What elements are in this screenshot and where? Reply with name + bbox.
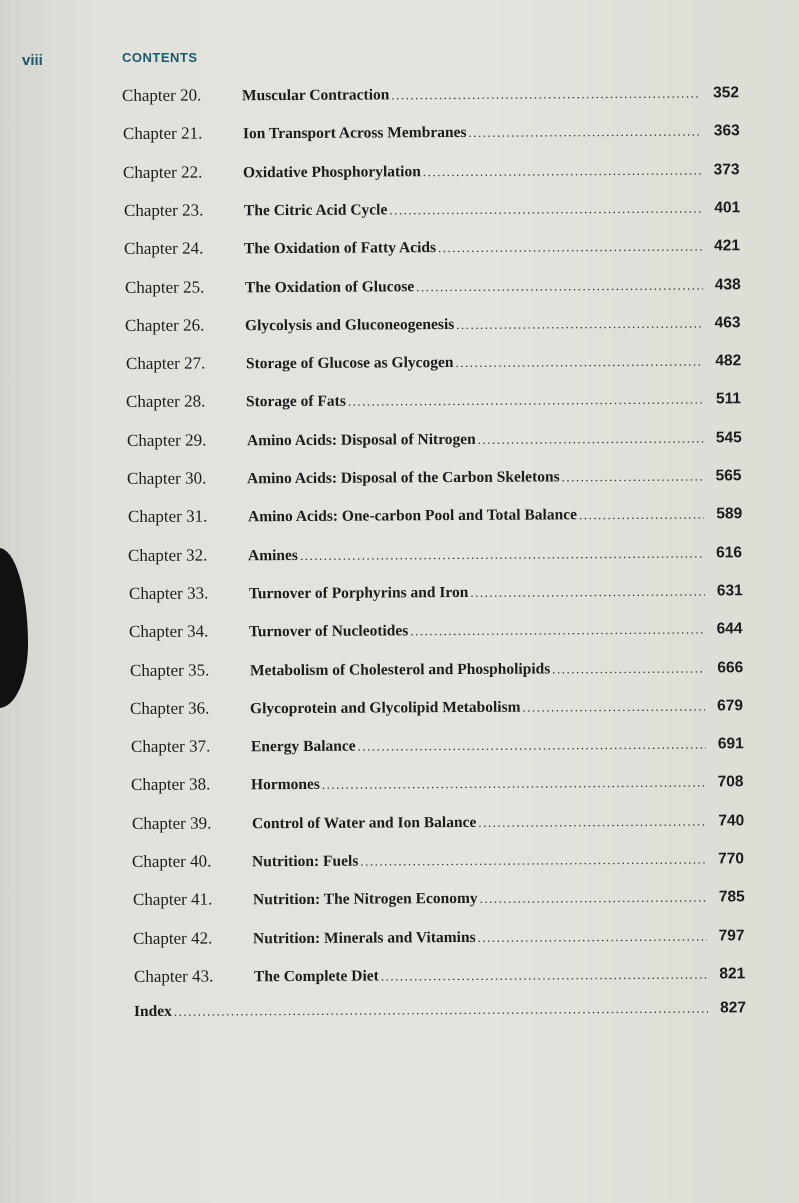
toc-entry [128,580,742,608]
chapter-number: Chapter 26. [124,315,205,335]
chapter-title-line [248,582,704,603]
leader-dots [410,622,704,640]
page-number: 352 [713,84,740,102]
toc-entry [129,657,742,685]
chapter-number: Chapter 32. [127,545,208,565]
toc-entry-index [134,999,746,1027]
leader-dots [578,507,703,524]
page-number: 785 [718,888,745,906]
toc-entry [124,274,740,302]
leader-dots [470,583,704,600]
toc-entry [122,82,739,110]
leader-dots [174,1001,708,1020]
toc-entry [133,925,745,953]
leader-dots [456,315,702,333]
chapter-number: Chapter 20. [121,85,202,105]
leader-dots [391,85,701,103]
toc-entry [123,159,740,187]
chapter-title-line [248,544,704,565]
chapter-title-line [242,123,701,144]
chapter-number: Chapter 23. [123,200,203,220]
leader-dots [423,162,702,180]
chapter-title-line [250,736,705,757]
chapter-title: Ion Transport Across Membranes [242,124,467,143]
leader-dots [522,698,705,715]
chapter-number: Chapter 24. [123,238,204,259]
chapter-title: Nutrition: The Nitrogen Economy [252,890,478,909]
chapter-title: Amino Acids: One-carbon Pool and Total Balance [247,506,577,526]
chapter-title-line [251,774,706,795]
section-heading: CONTENTS [122,50,198,65]
leader-dots [562,468,704,485]
chapter-number: Chapter 25. [124,277,204,297]
leader-dots [438,239,702,257]
toc-entry [125,350,740,378]
chapter-title: Hormones [250,776,320,794]
toc-entry [126,427,741,455]
chapter-title-line [247,467,704,488]
page-number: 827 [720,999,747,1017]
chapter-number: Chapter 38. [130,774,211,795]
chapter-number: Chapter 42. [132,928,213,948]
leader-dots [552,660,705,677]
page-number: 679 [717,697,744,715]
toc-entry [127,504,741,532]
toc-entry [131,772,744,800]
leader-dots [389,200,702,218]
chapter-title: Turnover of Porphyrins and Iron [248,583,468,603]
chapter-number: Chapter 31. [127,506,207,527]
page-number: 438 [714,275,741,293]
page-number: 401 [713,199,740,217]
leader-dots [468,124,701,141]
chapter-title: Control of Water and Ion Balance [251,813,476,832]
chapter-title: Oxidative Phosphorylation [242,162,421,181]
chapter-number: Chapter 37. [130,736,210,757]
chapter-title: The Oxidation of Fatty Acids [243,239,437,258]
chapter-title: Amines [247,546,298,564]
page-number: 797 [718,926,745,945]
index-label: Index [133,1002,172,1021]
chapter-title: Glycoprotein and Glycolipid Metabolism [249,698,521,718]
chapter-title: The Oxidation of Glucose [244,277,414,296]
chapter-title-line [243,199,701,220]
chapter-number: Chapter 33. [128,583,208,603]
index-title-line [134,1000,708,1022]
chapter-title-line [247,506,703,527]
chapter-title: Glycolysis and Gluconeogenesis [244,315,455,335]
chapter-number: Chapter 21. [122,123,202,144]
page-number: 363 [713,122,740,140]
page-number: 708 [717,773,744,791]
leader-dots [360,851,706,869]
leader-dots [380,966,706,984]
chapter-title: Amino Acids: Disposal of the Carbon Skeletons [246,468,560,488]
chapter-number: Chapter 39. [131,813,211,833]
toc-entry [132,887,744,915]
toc-entry [127,465,742,493]
chapter-title: Turnover of Nucleotides [248,622,409,641]
page-number: 589 [715,505,742,523]
toc-entry [131,810,743,838]
page-number: 644 [716,620,743,638]
chapter-number: Chapter 40. [131,851,212,871]
page-number: 821 [718,965,745,983]
chapter-number: Chapter 41. [132,889,212,910]
chapter-title: Amino Acids: Disposal of Nitrogen [246,430,476,449]
toc-entry [128,542,742,570]
toc-entry [129,618,743,646]
page-number: 421 [714,237,741,255]
chapter-title-line [245,353,702,374]
chapter-number: Chapter 28. [125,391,206,412]
chapter-title-line [244,238,702,259]
leader-dots [478,928,707,945]
page-number: 482 [714,352,741,370]
page-number: 691 [717,735,744,753]
chapter-title-line [252,889,706,910]
chapter-title-line [250,697,705,718]
page-number: 373 [713,160,740,178]
leader-dots [300,545,704,563]
chapter-title-line [244,276,702,297]
leader-dots [455,354,703,372]
toc-entry [125,312,741,340]
chapter-number: Chapter 34. [128,621,209,642]
chapter-title: Storage of Fats [245,393,346,411]
chapter-number: Chapter 29. [126,430,206,450]
toc-entry [123,197,739,225]
chapter-title-line [251,812,705,833]
toc-entry [130,695,743,723]
page-number: 616 [716,543,743,562]
chapter-number: Chapter 35. [129,660,209,680]
chapter-number: Chapter 36. [129,698,210,718]
page-number: 565 [715,467,742,485]
page-number: 666 [716,658,743,676]
chapter-title: Storage of Glucose as Glycogen [245,354,454,373]
chapter-title: Nutrition: Minerals and Vitamins [252,928,476,947]
toc-entry [132,848,744,876]
chapter-title: Metabolism of Cholesterol and Phospholipids [249,659,550,679]
page-number: 740 [717,811,744,830]
chapter-title-line [245,314,703,335]
toc-entry [124,235,740,263]
chapter-title-line [246,429,703,450]
chapter-title-line [246,391,703,412]
toc-entry [126,389,741,417]
leader-dots [416,277,703,295]
leader-dots [348,392,703,410]
page-number: 770 [718,850,745,868]
chapter-number: Chapter 43. [133,966,213,986]
chapter-title: The Complete Diet [253,967,379,986]
leader-dots [479,890,706,907]
toc-entry [122,121,739,149]
leader-dots [477,430,703,447]
leader-dots [357,737,705,755]
chapter-title-line [249,621,705,642]
chapter-title-line [253,965,706,986]
leader-dots [478,813,706,830]
page-folio: viii [22,52,43,69]
page-number: 631 [716,582,743,600]
page-number: 463 [714,314,741,332]
chapter-number: Chapter 30. [126,468,207,488]
chapter-title: Nutrition: Fuels [251,852,359,871]
chapter-title-line [243,161,702,182]
chapter-number: Chapter 27. [125,353,205,374]
chapter-title-line [249,659,704,680]
toc-entry [133,963,744,991]
chapter-title: The Citric Acid Cycle [243,201,387,220]
page-number: 511 [715,390,742,408]
chapter-title: Energy Balance [250,737,356,756]
chapter-number: Chapter 22. [122,162,203,182]
page-number: 545 [715,428,742,447]
chapter-title-line [242,84,701,105]
leader-dots [322,775,706,793]
toc-entry [130,733,743,761]
chapter-title-line [253,927,707,948]
chapter-title: Muscular Contraction [241,86,390,105]
chapter-title-line [252,850,706,871]
